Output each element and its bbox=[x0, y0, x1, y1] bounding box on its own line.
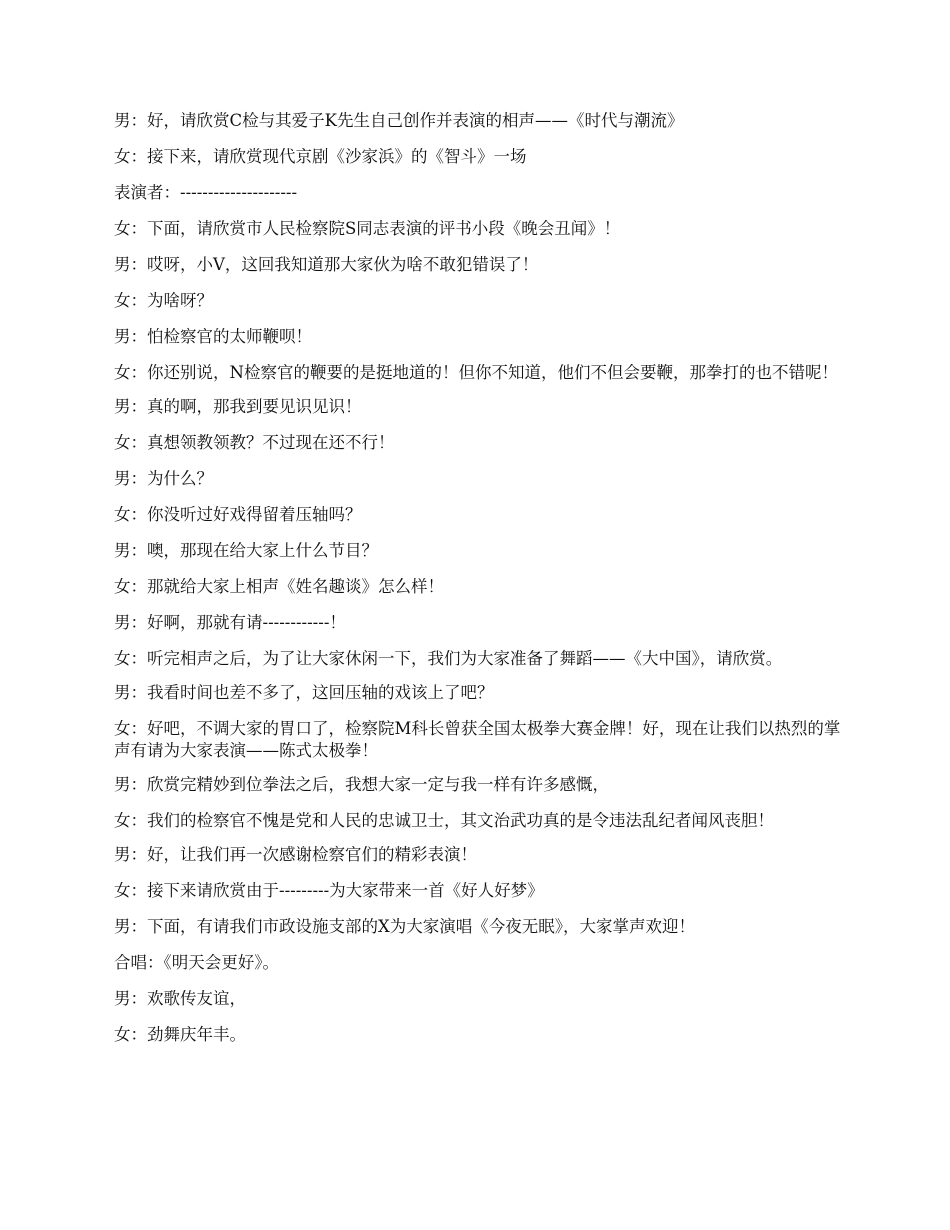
paragraph: 男：为什么？ bbox=[114, 469, 213, 488]
paragraph: 合唱：《明天会更好》。 bbox=[114, 953, 279, 972]
paragraph: 表演者：--------------------- bbox=[114, 183, 298, 202]
paragraph: 女：真想领教领教？不过现在还不行！ bbox=[114, 433, 395, 452]
paragraph: 女：听完相声之后，为了让大家休闲一下，我们为大家准备了舞蹈——《大中国》，请欣赏。 bbox=[114, 649, 783, 668]
paragraph: 女：下面，请欣赏市人民检察院S同志表演的评书小段《晚会丑闻》！ bbox=[114, 219, 621, 238]
paragraph: 男：好啊，那就有请------------！ bbox=[114, 613, 346, 632]
paragraph: 男：下面，有请我们市政设施支部的X为大家演唱《今夜无眠》，大家掌声欢迎！ bbox=[114, 917, 695, 936]
paragraph: 男：哎呀，小V，这回我知道那大家伙为啥不敢犯错误了！ bbox=[114, 255, 539, 274]
paragraph: 男：欢歌传友谊， bbox=[114, 989, 246, 1008]
paragraph: 女：接下来，请欣赏现代京剧《沙家浜》的《智斗》一场 bbox=[114, 147, 527, 166]
paragraph: 女：劲舞庆年丰。 bbox=[114, 1025, 246, 1044]
paragraph: 男：怕检察官的太师鞭呗！ bbox=[114, 327, 312, 346]
paragraph: 女：我们的检察官不愧是党和人民的忠诚卫士，其文治武功真的是令违法乱纪者闻风丧胆！ bbox=[114, 811, 774, 830]
paragraph: 女：你没听过好戏得留着压轴吗？ bbox=[114, 505, 362, 524]
paragraph: 女：接下来请欣赏由于---------为大家带来一首《好人好梦》 bbox=[114, 881, 544, 900]
paragraph: 女：那就给大家上相声《姓名趣谈》怎么样！ bbox=[114, 577, 444, 596]
paragraph: 男：我看时间也差不多了，这回压轴的戏该上了吧？ bbox=[114, 683, 494, 702]
document-page bbox=[114, 110, 844, 1060]
paragraph: 女：你还别说，N检察官的鞭要的是挺地道的！但你不知道，他们不但会要鞭，那拳打的也不错呢！ bbox=[114, 363, 838, 382]
paragraph: 女：为啥呀？ bbox=[114, 291, 213, 310]
paragraph: 男：欣赏完精妙到位拳法之后，我想大家一定与我一样有许多感慨， bbox=[114, 775, 609, 794]
paragraph: 男：真的啊，那我到要见识见识！ bbox=[114, 397, 362, 416]
paragraph: 男：好，让我们再一次感谢检察官们的精彩表演！ bbox=[114, 845, 477, 864]
paragraph: 女：好吧，不调大家的胃口了，检察院M科长曾获全国太极拳大赛金牌！好，现在让我们以热烈的掌声有请为大家表演——陈式太极拳！ bbox=[114, 719, 841, 760]
paragraph: 男：噢，那现在给大家上什么节目？ bbox=[114, 541, 378, 560]
paragraph: 男：好，请欣赏C检与其爱子K先生自己创作并表演的相声——《时代与潮流》 bbox=[114, 111, 684, 130]
